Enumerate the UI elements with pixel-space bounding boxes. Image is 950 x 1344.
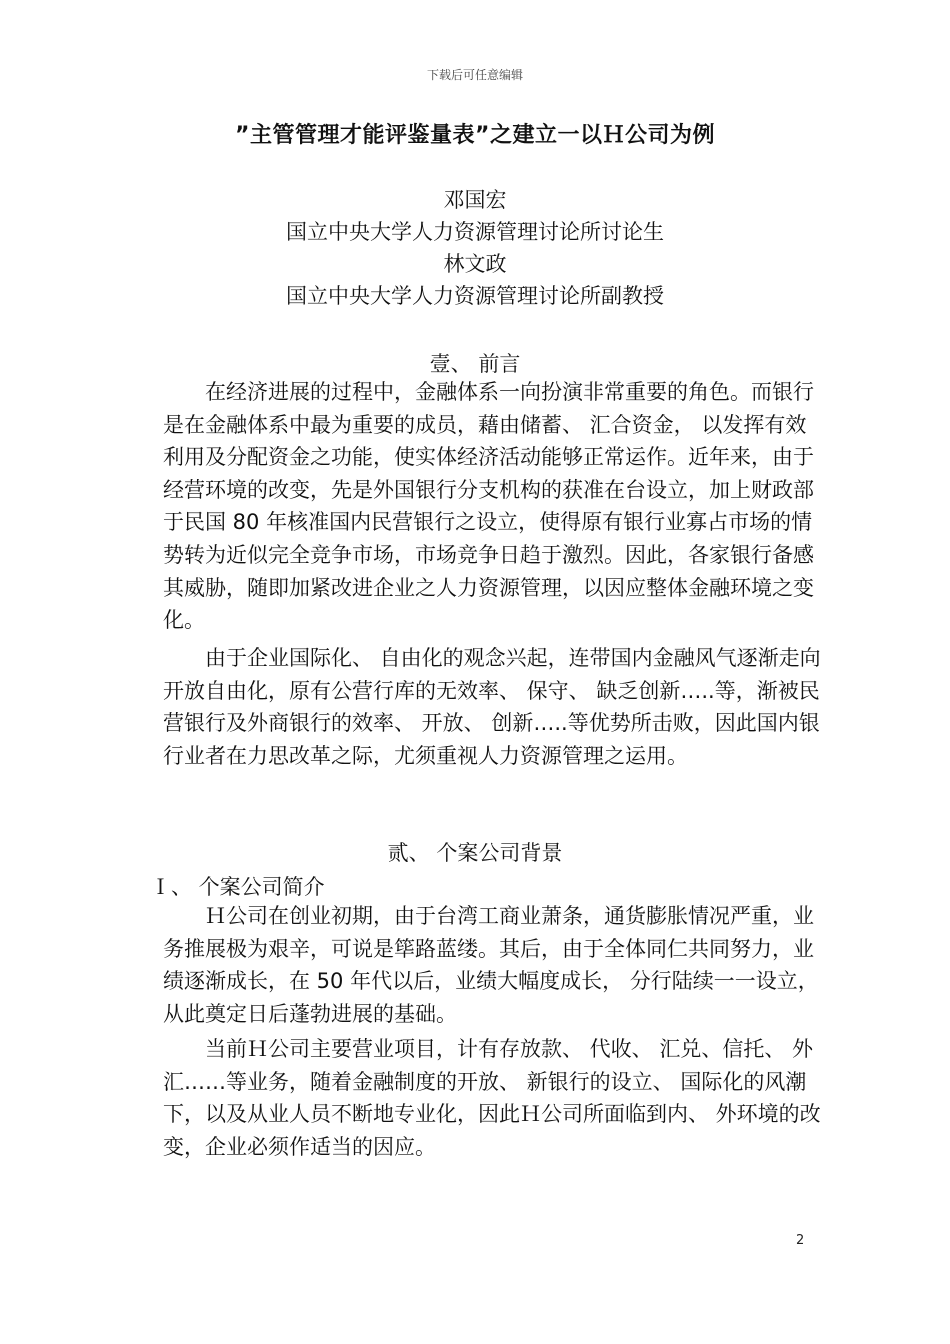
author-name: 邓国宏 — [443, 188, 507, 212]
paragraph: Ｈ公司在创业初期，由于台湾工商业萧条，通货膨胀情况严重，业务推展极为艰辛，可说是筚路蓝缕。其后，由于全体同仁共同努力，业绩逐渐成长，在 50 年代以后，业绩大幅度成长， 分行陆续一一设立，从此奠定日后蓬勃进展的基础。 — [163, 904, 819, 1026]
document-title: ”主管管理才能评鉴量表”之建立一以Ｈ公司为例 — [235, 123, 715, 148]
subsection-heading: Ｉ、 个案公司简介 — [150, 875, 325, 899]
author-affiliation: 国立中央大学人力资源管理讨论所讨论生 — [286, 220, 664, 244]
section-heading: 壹、 前言 — [429, 352, 521, 376]
paragraph: 在经济进展的过程中，金融体系一向扮演非常重要的角色。而银行是在金融体系中最为重要的成员，藉由储蓄、 汇合资金， 以发挥有效利用及分配资金之功能，使实体经济活动能够正常运作。近年来，由于经营环境的改变，先是外国银行分支机构的获准在台设立，加上财政部于民国 80 年核准国内民营银行之设立，使得原有银行业寡占市场的情势转为近似完全竞争市场，市场竞争日趋于激烈。因此，各家银行备感其威胁，随即加紧改进企业之人力资源管理，以因应整体金融环境之变化。 — [163, 380, 814, 633]
section-heading: 贰、 个案公司背景 — [387, 841, 563, 865]
paragraph: 当前Ｈ公司主要营业项目，计有存放款、 代收、 汇兑、信托、 外汇……等业务，随着金融制度的开放、 新银行的设立、 国际化的风潮下，以及从业人员不断地专业化，因此Ｈ公司所面临到内、 外环境的改变，企业必须作适当的因应。 — [163, 1037, 821, 1159]
header-note: 下载后可任意编辑 — [426, 68, 523, 82]
page-number: 2 — [796, 1233, 805, 1248]
paragraph: 由于企业国际化、 自由化的观念兴起，连带国内金融风气逐渐走向开放自由化，原有公营行库的无效率、 保守、 缺乏创新…..等，渐被民营银行及外商银行的效率、 开放、 创新…..等优势所击败，因此国内银行业者在力思改革之际，尤须重视人力资源管理之运用。 — [163, 646, 821, 768]
author-affiliation: 国立中央大学人力资源管理讨论所副教授 — [286, 284, 664, 308]
author-block — [0, 184, 950, 312]
author-name: 林文政 — [443, 252, 507, 276]
